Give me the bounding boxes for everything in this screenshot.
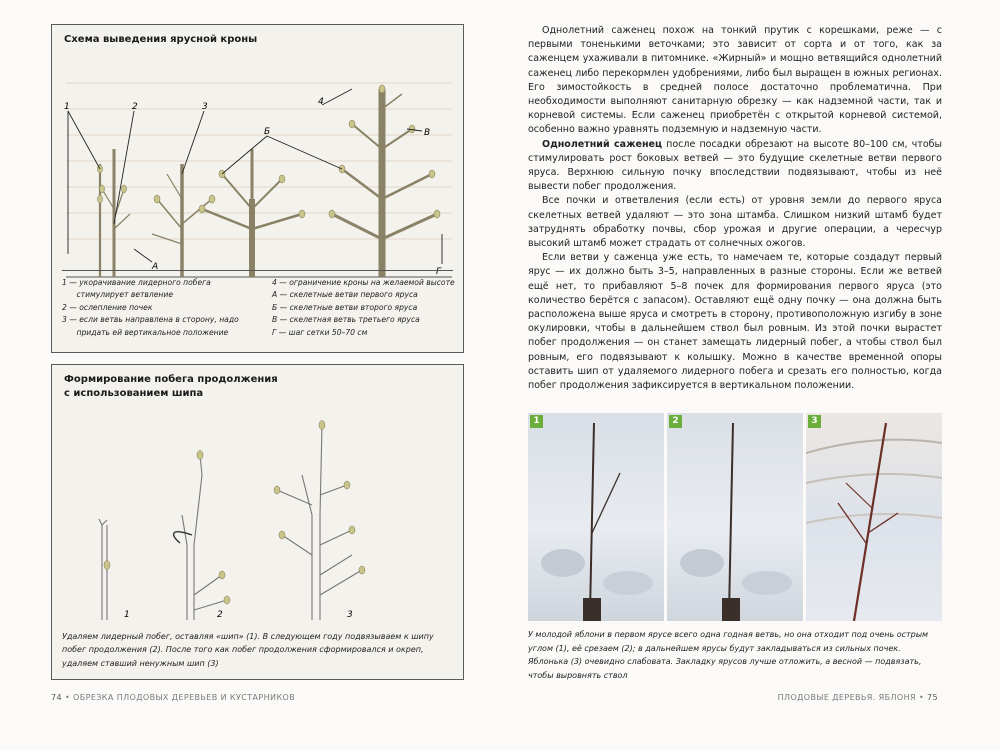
sapling-1-image	[528, 413, 664, 621]
scheme-legend-right: 4 — ограничение кроны на желаемой высоте А — скелетные ветви первого яруса Б — скелетные ветви второго яруса В — скелетная ветвь третьего яруса Г — шаг сетки 50–70 см	[272, 278, 455, 337]
legend-divider	[62, 270, 453, 271]
marker-2: 2	[132, 102, 138, 112]
marker-b: Б	[264, 127, 271, 137]
photo-caption: У молодой яблони в первом ярусе всего одна годная ветвь, но она отходит под очень острым углом (1), её срезаем (2); в дальнейшем ярусы будут закладываться из сильных почек. Яблонька (3) очевидно слабовата. Закладку ярусов лучше отложить, а весной — подвязать, чтобы выровнять ствол	[528, 630, 929, 680]
paragraph-2	[528, 138, 942, 195]
paragraph-1: Однолетний саженец похож на тонкий прутик с корешками, реже — с первыми тоненькими веточками; это зависит от сорта и от того, как за саженцем ухаживали в питомнике. «Жирный» и мощно ветвящийся однолетний саженец либо перекормлен удобрениями, либо был выращен в южных регионах. Его зимостойкость в средней полосе достаточно проблематична. При необходимости выполняют санитарную обрезку — как надземной части, так и корневой системы. Если саженец приобретён с открытой корневой системой, особенно важно уравнять подземную и надземную части.	[528, 25, 942, 136]
footer-bullet-left: •	[64, 693, 71, 702]
left-footer	[51, 693, 295, 702]
shoot-title-line1: Формирование побега продолжения	[64, 374, 278, 385]
step-label-3: 3	[347, 610, 353, 620]
photo-3	[806, 413, 942, 621]
marker-1: 1	[64, 102, 70, 112]
photo-number-1: 1	[530, 415, 543, 428]
photo-number-2: 2	[669, 415, 682, 428]
left-running-title: ОБРЕЗКА ПЛОДОВЫХ ДЕРЕВЬЕВ И КУСТАРНИКОВ	[73, 693, 296, 702]
scheme-title: Схема выведения ярусной кроны	[64, 34, 258, 45]
marker-v: В	[424, 128, 431, 138]
shoot-caption: Удаляем лидерный побег, оставляя «шип» (1). В следующем году подвязываем к шипу побег продолжения (2). После того как побег продолжения сформировался и окреп, удаляем ставший ненужным шип (3)	[62, 632, 434, 668]
photo-1	[528, 413, 664, 621]
photo-number-3: 3	[808, 415, 821, 428]
tier-crown-diagram	[52, 49, 463, 289]
paragraph-2-rest: после посадки обрезают на высоте 80–100 см, чтобы стимулировать рост боковых ветвей — это будущие скелетные ветви первого яруса. Верхнюю сильную почку впоследствии подвязывают, чтобы из неё вывести побег продолжения.	[528, 138, 942, 193]
marker-g: Г	[436, 267, 442, 277]
scheme-figure-box	[51, 24, 464, 353]
sapling-2-image	[667, 413, 803, 621]
body-text	[528, 24, 942, 393]
step-label-2: 2	[217, 610, 223, 620]
paragraph-3: Все почки и ответвления (если есть) от уровня земли до первого яруса скелетных ветвей удаляют — это зона штамба. Слишком низкий штамб будет затруднять обработку почвы, сбор урожая и другие операции, а чересчур высокий штамб может страдать от солнечных ожогов.	[528, 195, 942, 250]
photo-2	[667, 413, 803, 621]
footer-bullet-right: •	[918, 693, 925, 702]
paragraph-2-lead: Однолетний саженец	[542, 138, 663, 150]
right-footer	[778, 693, 938, 702]
paragraph-4: Если ветви у саженца уже есть, то намечаем те, которые создадут первый ярус — их должно быть 3–5, направленных в разные стороны. Если же ветвей ещё нет, то прибавляют 5–8 почек для формирования первого яруса (это количество берётся с запасом). Оставляют ещё одну почку — она должна быть расположена выше яруса и смотреть в сторону, противоположную изгибу в зоне окулировки, чтобы в дальнейшем ствол был ровным. Из этой почки вырастет побег продолжения — он станет замещать лидерный побег, а чтобы ствол был ровным, его подвязывают к колышку. Можно в качестве временной опоры оставить шип от удаляемого лидерного побега и срезать его полностью, когда побег продолжения зафиксируется в вертикальном положении.	[528, 252, 942, 392]
scheme-legend-left: 1 — укорачивание лидерного побега стимулирует ветвление 2 — ослепление почек 3 — если ветвь направлена в сторону, надо придать ей вертикальное положение	[62, 278, 239, 337]
left-page-number: 74	[51, 693, 62, 702]
shoot-title-line2: с использованием шипа	[64, 388, 204, 399]
marker-a: А	[152, 262, 159, 272]
step-label-1: 1	[124, 610, 130, 620]
sapling-3-image	[806, 413, 942, 621]
marker-4: 4	[318, 97, 324, 107]
shoot-diagram	[52, 395, 463, 625]
marker-3: 3	[202, 102, 208, 112]
right-page-number: 75	[927, 693, 938, 702]
right-running-title: ПЛОДОВЫЕ ДЕРЕВЬЯ. ЯБЛОНЯ	[777, 693, 916, 702]
